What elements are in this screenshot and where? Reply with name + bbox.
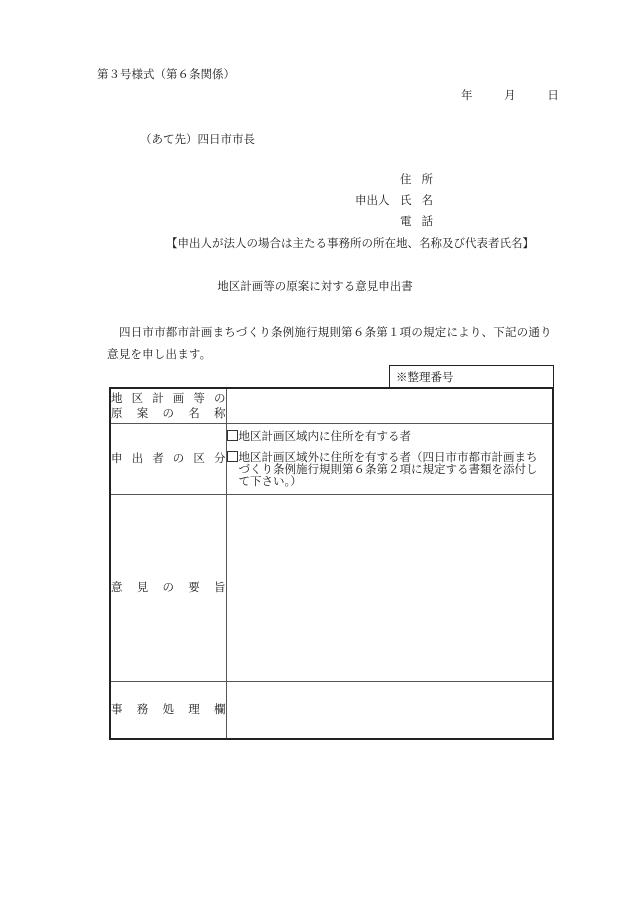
option-label-continued: づくり条例施行規則第６条第２項に規定する書類を添付し	[238, 462, 538, 476]
label-char: 原	[111, 405, 123, 420]
label-char: の	[162, 405, 174, 420]
label-char: 理	[188, 702, 200, 717]
table-row	[110, 494, 553, 681]
label-char: 見	[136, 580, 149, 594]
body-text: 四日市市都市計画まちづくり条例施行規則第６条第１項の規定により、下記の通り意見を申し出ます。	[107, 325, 552, 361]
label-char: 欄	[214, 702, 226, 717]
label-char: 区	[131, 390, 144, 405]
applicant-block	[355, 172, 555, 235]
label-line	[111, 406, 226, 421]
label-char: 称	[214, 405, 226, 420]
label-char: 申	[111, 451, 123, 465]
table-row	[110, 423, 553, 494]
document-title: 地区計画等の原案に対する意見申出書	[217, 279, 413, 293]
address-label: 住所	[400, 172, 443, 186]
option-label-continued: て下さい。）	[238, 474, 302, 488]
option-label: 地区計画区域内に住所を有する者	[238, 429, 411, 443]
label-char: 名	[188, 405, 200, 420]
phone-label: 電話	[400, 214, 443, 228]
label-char: 事	[111, 702, 123, 717]
applicant-category-label-cell	[110, 423, 226, 494]
label-char: 処	[162, 702, 174, 717]
label-char: 計	[152, 390, 164, 405]
date-year-label: 年	[461, 88, 473, 102]
addressee: （あて先）四日市市長	[140, 132, 255, 146]
option-label: 地区計画区域外に住所を有する者（四日市市都市計画まち	[238, 450, 538, 464]
date-month-label: 月	[504, 88, 516, 102]
corporate-note: 【申出人が法人の場合は主たる事務所の所在地、名称及び代表者氏名】	[166, 236, 534, 250]
label-line	[111, 391, 226, 406]
label-char: の	[213, 390, 226, 405]
date-line	[461, 87, 559, 103]
plan-name-input-cell[interactable]	[226, 388, 553, 423]
applicant-phone-row[interactable]	[355, 214, 555, 235]
opinion-form-table	[109, 387, 554, 740]
checkbox-icon[interactable]	[227, 430, 238, 441]
label-char: 要	[188, 580, 200, 594]
label-line	[111, 580, 226, 595]
opinion-summary-label-cell	[110, 494, 226, 681]
reference-number-label: ※整理番号	[396, 370, 454, 384]
label-char: の	[172, 451, 185, 465]
label-char: 分	[213, 451, 226, 465]
label-char: 務	[136, 702, 149, 717]
opinion-summary-input-cell[interactable]	[226, 494, 553, 681]
applicant-address-row[interactable]	[355, 172, 555, 193]
form-number: 第３号様式（第６条関係）	[97, 67, 235, 81]
label-char: の	[162, 580, 174, 594]
applicant-category-cell	[226, 423, 553, 494]
applicant-name-row[interactable]	[355, 193, 555, 214]
label-char: 区	[193, 451, 205, 465]
label-line	[111, 451, 226, 466]
label-char: 画	[172, 390, 185, 405]
table-row	[110, 681, 553, 739]
label-char: 者	[152, 451, 164, 465]
checkbox-icon[interactable]	[227, 451, 238, 462]
label-char: 意	[111, 580, 123, 594]
option-resident-inside[interactable]	[227, 430, 553, 442]
plan-name-label-cell	[110, 388, 226, 423]
option-resident-outside[interactable]	[227, 451, 553, 487]
office-use-cell	[226, 681, 553, 739]
office-use-label-cell	[110, 681, 226, 739]
name-label: 氏名	[400, 193, 443, 207]
label-char: 出	[131, 451, 144, 465]
label-char: 等	[193, 390, 205, 405]
label-char: 案	[136, 405, 149, 420]
label-line	[111, 702, 226, 717]
applicant-role-label: 申出人	[355, 193, 390, 207]
reference-number-box[interactable]	[389, 365, 554, 387]
label-char: 旨	[214, 580, 226, 594]
date-day-label: 日	[547, 88, 559, 102]
label-char: 地	[111, 390, 123, 405]
table-row	[110, 388, 553, 423]
